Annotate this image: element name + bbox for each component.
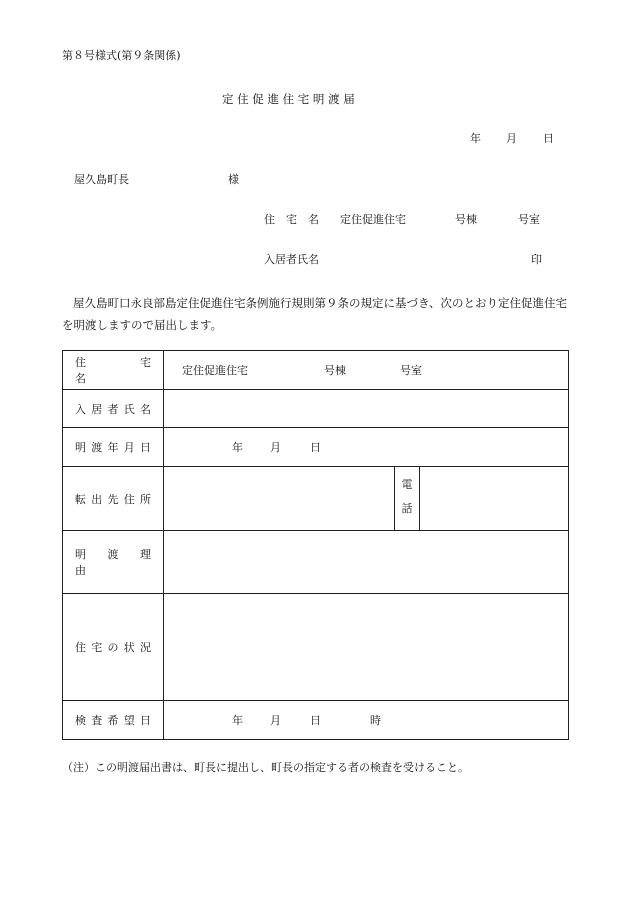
inspection-date-cell[interactable] (164, 701, 569, 740)
date-day: 日 (543, 132, 554, 145)
house-name-value: 定住促進住宅 (182, 364, 248, 377)
vacate-month: 月 (270, 441, 281, 454)
body-paragraph: 屋久島町口永良部島定住促進住宅条例施行規則第９条の規定に基づき、次のとおり定住促進住宅を明渡しますので届出します。 (62, 296, 568, 332)
addressee-honorific: 様 (228, 173, 239, 186)
table-row (63, 701, 569, 740)
table-row (63, 467, 569, 531)
forwarding-address-cell (164, 467, 569, 531)
house-building: 号棟 (324, 364, 346, 377)
resident-name-label: 入居者氏名 (63, 390, 164, 428)
inspection-date-label: 検査希望日 (63, 701, 164, 740)
form-number: 第８号様式(第９条関係) (62, 49, 181, 62)
house-room: 号室 (400, 364, 422, 377)
inspection-hour: 時 (370, 714, 381, 727)
vacate-date-cell[interactable] (164, 428, 569, 467)
table-row (63, 390, 569, 428)
vacate-reason-cell[interactable] (164, 531, 569, 594)
vacate-day: 日 (310, 441, 321, 454)
applicant-house-value: 定住促進住宅 (340, 213, 406, 226)
date-year: 年 (470, 132, 481, 145)
form-title: 定 住 促 進 住 宅 明 渡 届 (222, 92, 355, 106)
applicant-house-label: 住 宅 名 (264, 213, 319, 226)
resident-name-cell[interactable] (164, 390, 569, 428)
forwarding-address-field[interactable] (164, 467, 394, 530)
inspection-month: 月 (270, 714, 281, 727)
forwarding-address-label: 転出先住所 (63, 467, 164, 531)
applicant-resident-label: 入居者氏名 (264, 253, 319, 266)
phone-field[interactable] (420, 467, 568, 530)
vacate-reason-label: 明 渡 理 由 (63, 531, 164, 594)
footnote: （注）この明渡届出書は、町長に提出し、町長の指定する者の検査を受けること。 (62, 761, 469, 774)
date-month: 月 (506, 132, 517, 145)
vacate-date-label: 明渡年月日 (63, 428, 164, 467)
vacate-year: 年 (232, 441, 243, 454)
table-row (63, 351, 569, 390)
phone-label: 電 話 (394, 467, 420, 530)
inspection-day: 日 (310, 714, 321, 727)
applicant-room: 号室 (518, 213, 540, 226)
house-condition-cell[interactable] (164, 594, 569, 701)
house-name-label: 住 宅 名 (63, 351, 164, 390)
house-condition-label: 住宅の状況 (63, 594, 164, 701)
seal-mark: 印 (531, 253, 542, 266)
inspection-year: 年 (232, 714, 243, 727)
table-row (63, 428, 569, 467)
house-name-cell[interactable] (164, 351, 569, 390)
applicant-building: 号棟 (455, 213, 477, 226)
table-row (63, 531, 569, 594)
table-row (63, 594, 569, 701)
addressee-name: 屋久島町長 (74, 173, 129, 186)
notification-table (62, 350, 569, 740)
